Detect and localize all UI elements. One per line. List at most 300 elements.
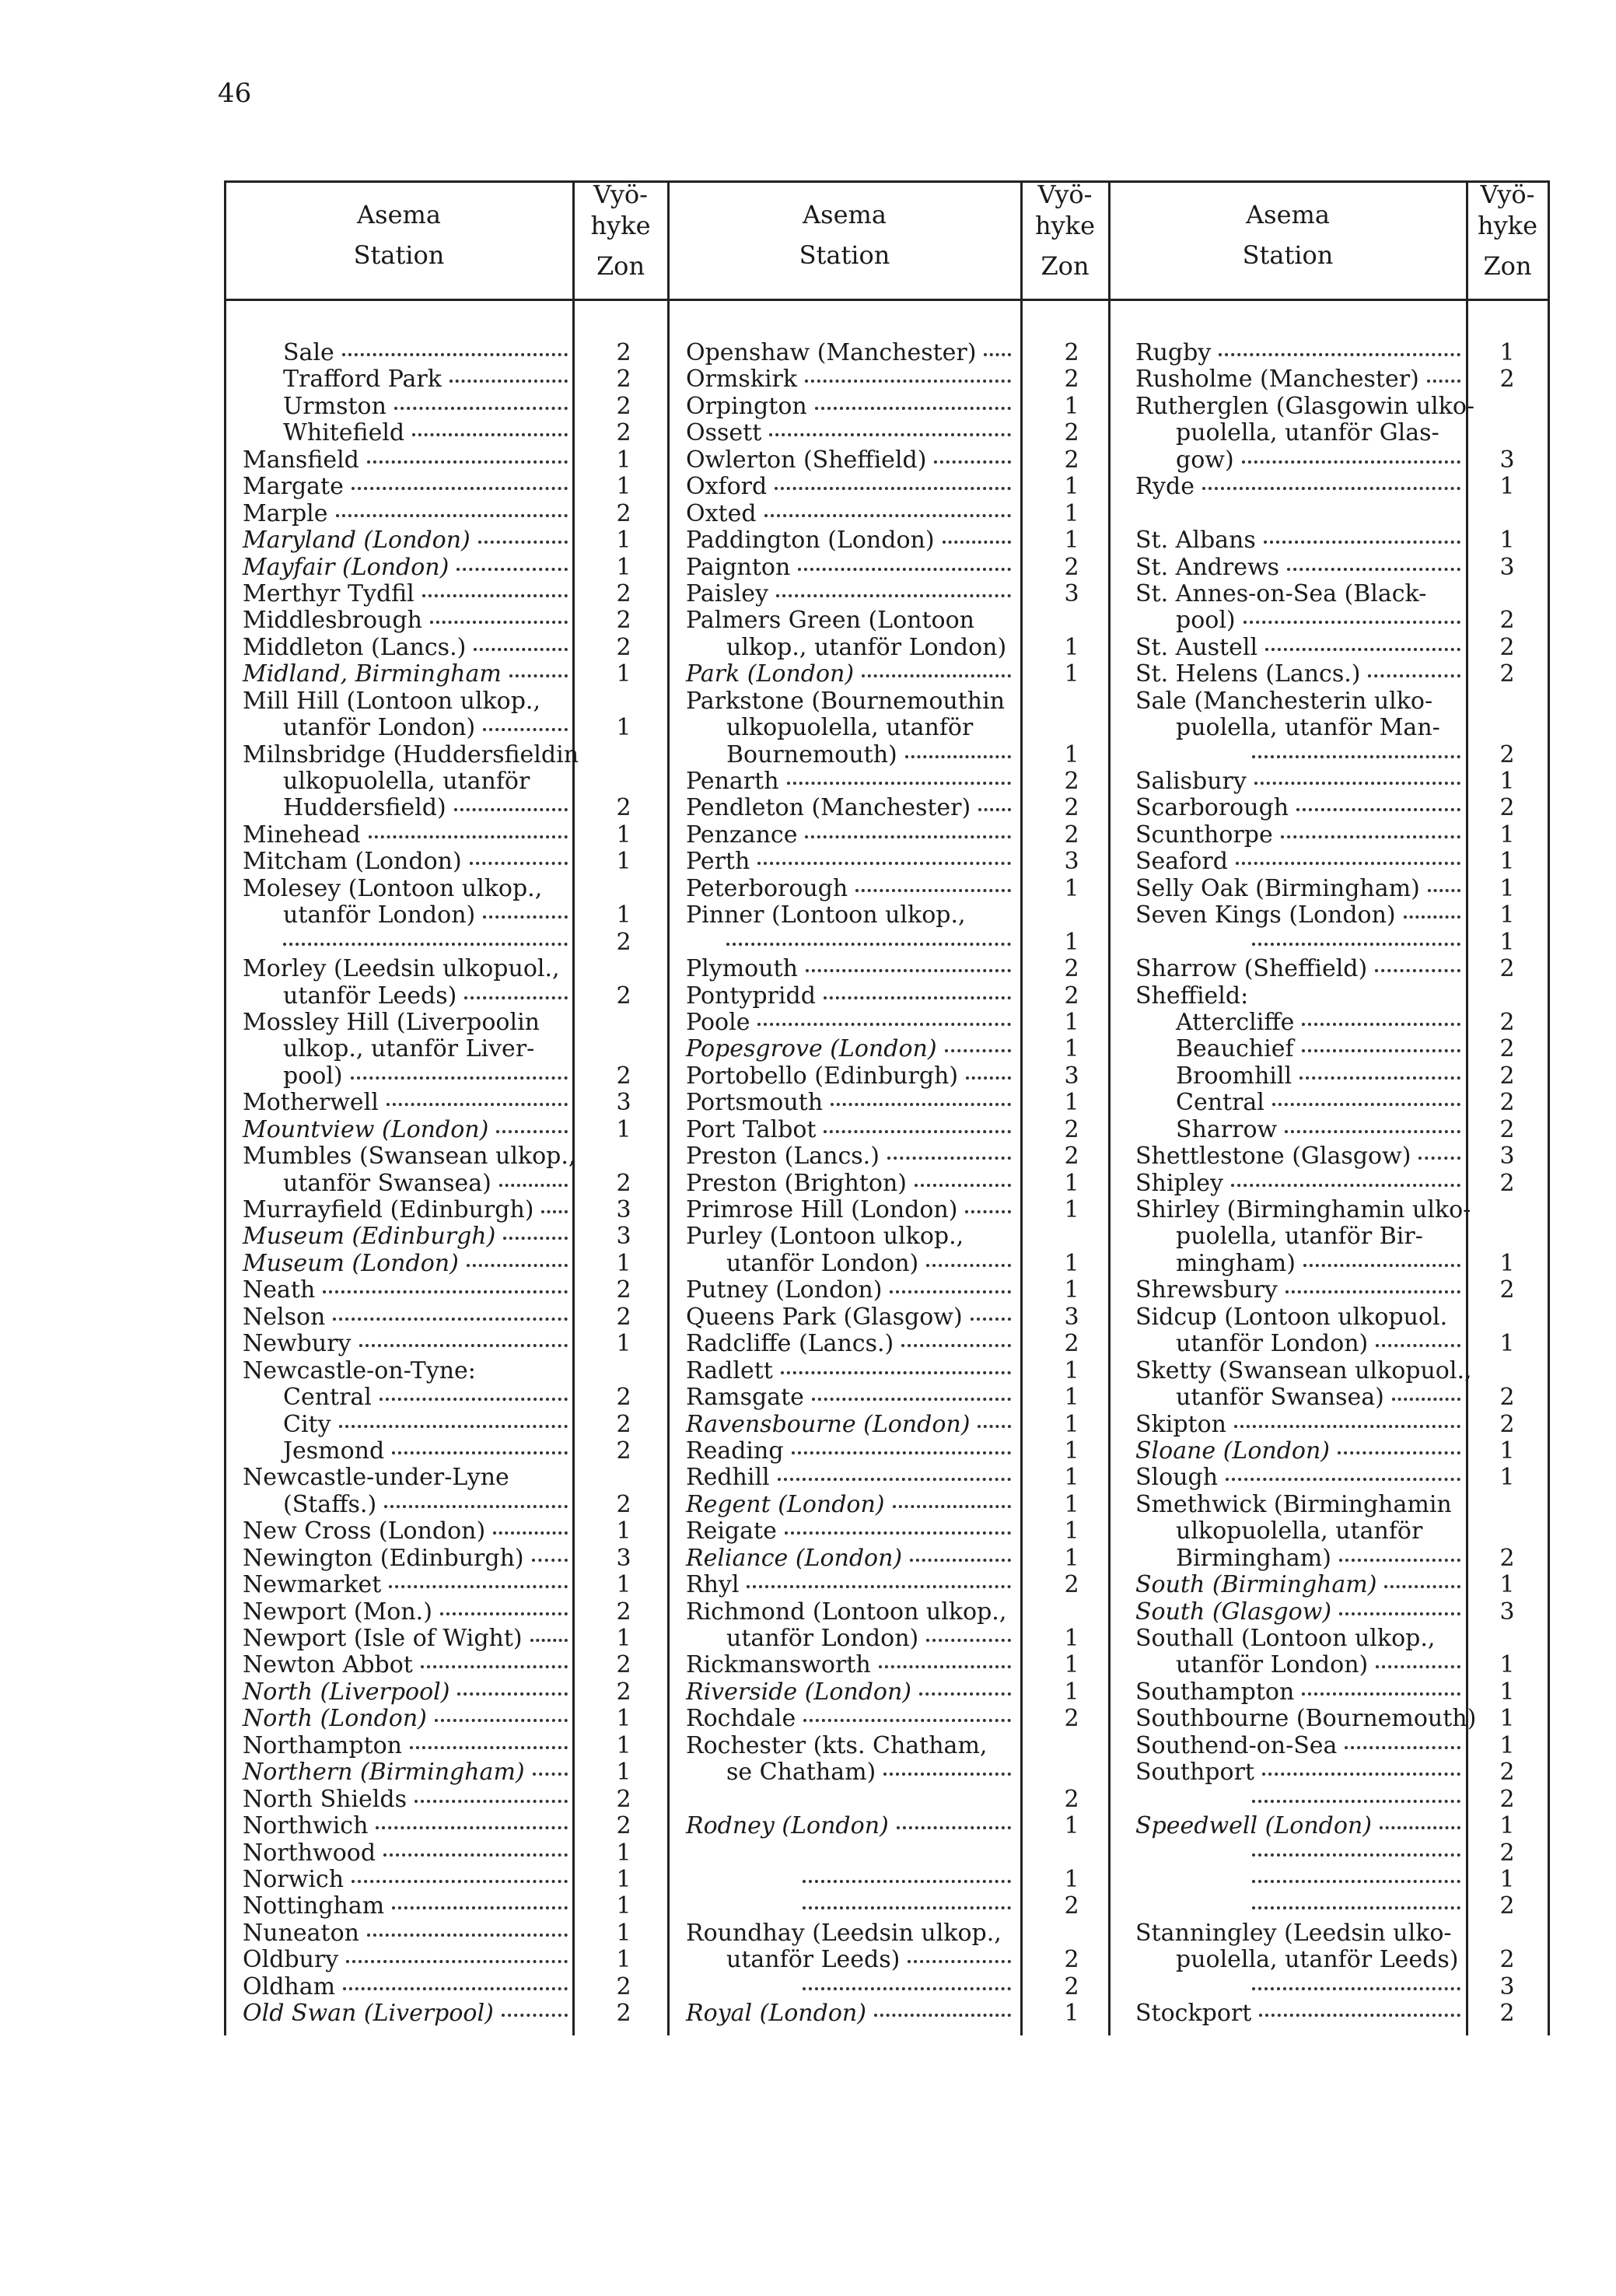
zone-number: 2	[1499, 1115, 1515, 1143]
station-name: Rusholme (Manchester)	[1135, 366, 1419, 394]
zone-number: 1	[616, 527, 631, 555]
header-zone-fi-1: Vyö-	[1480, 180, 1535, 209]
station-name: Putney (London)	[686, 1276, 883, 1304]
zone-number: 1	[1064, 1089, 1079, 1117]
station-name: Milnsbridge (Huddersfieldin	[243, 740, 579, 768]
zone-number: 2	[1499, 740, 1515, 768]
zone-number: 2	[1499, 1892, 1515, 1920]
zone-number: 1	[616, 1839, 631, 1867]
zone-number: 1	[1499, 928, 1515, 956]
station-name: Regent (London)	[686, 1490, 885, 1518]
zone-number: 2	[616, 1785, 631, 1813]
station-name: Ramsgate	[686, 1384, 804, 1412]
zone-number: 1	[1064, 1384, 1079, 1412]
station-name: Oxford	[686, 473, 768, 501]
zone-number: 2	[1064, 1330, 1079, 1358]
station-name: Oldham	[243, 1972, 336, 2000]
station-name: Shrewsbury	[1135, 1276, 1278, 1304]
station-name: Motherwell	[243, 1089, 379, 1117]
station-name: Shirley (Birminghamin ulko-	[1135, 1196, 1471, 1223]
station-name: Mill Hill (Lontoon ulkop.,	[243, 687, 540, 715]
station-name: puolella, utanför Man-	[1176, 714, 1440, 742]
station-name: Stanningley (Leedsin ulko-	[1135, 1919, 1452, 1947]
zone-number: 2	[616, 1169, 631, 1197]
station-name: puolella, utanför Leeds)	[1176, 1946, 1459, 1974]
station-name: City	[283, 1410, 331, 1438]
zone-number: 1	[616, 1249, 631, 1277]
station-name: Beauchief	[1176, 1035, 1294, 1063]
zone-number: 1	[616, 1705, 631, 1733]
station-name: Seven Kings (London)	[1135, 901, 1396, 929]
station-row	[0, 1035, 1616, 1062]
station-name: Southall (Lontoon ulkop.,	[1135, 1625, 1436, 1652]
dot-leader	[1339, 1612, 1460, 1615]
dot-leader	[1265, 648, 1460, 651]
zone-number: 2	[616, 392, 631, 420]
station-name: Marple	[243, 499, 328, 527]
station-name: Middlesbrough	[243, 607, 422, 635]
dot-leader	[1252, 1987, 1460, 1990]
station-name: Ormskirk	[686, 366, 798, 394]
station-name: puolella, utanför Bir-	[1176, 1223, 1423, 1251]
zone-number: 2	[1499, 1169, 1515, 1197]
dot-leader	[1345, 1746, 1460, 1749]
zone-number: 1	[616, 821, 631, 849]
zone-number: 2	[1499, 1785, 1515, 1813]
zone-number: 2	[616, 1678, 631, 1706]
zone-number: 2	[1499, 1062, 1515, 1090]
station-name: pool)	[1176, 607, 1236, 635]
zone-number: 1	[616, 901, 631, 929]
station-name: Mountview (London)	[243, 1115, 489, 1143]
station-name: se Chatham)	[726, 1759, 876, 1787]
station-name: Newbury	[243, 1330, 352, 1358]
station-row	[0, 607, 1616, 633]
zone-number: 2	[616, 366, 631, 394]
dot-leader	[1338, 1451, 1460, 1454]
zone-number: 2	[616, 1651, 631, 1679]
station-name: Radcliffe (Lancs.)	[686, 1330, 894, 1358]
station-row	[0, 875, 1616, 901]
dot-leader	[1236, 862, 1460, 865]
zone-number: 2	[1064, 1143, 1079, 1171]
station-name: Mossley Hill (Liverpoolin	[243, 1008, 540, 1036]
zone-number: 1	[1499, 768, 1515, 795]
zone-number: 2	[1499, 1089, 1515, 1117]
station-row	[0, 1892, 1616, 1919]
station-name: Newington (Edinburgh)	[243, 1544, 524, 1572]
zone-number: 2	[1064, 553, 1079, 581]
zone-number: 2	[1499, 660, 1515, 688]
station-name: Smethwick (Birminghamin	[1135, 1490, 1452, 1518]
dot-leader	[1259, 2014, 1460, 2017]
zone-number: 2	[1064, 366, 1079, 394]
station-name: Margate	[243, 473, 344, 501]
dot-leader	[1376, 1665, 1460, 1668]
station-name: utanför London)	[726, 1249, 919, 1277]
station-name: Mumbles (Swansean ulkop.,	[243, 1143, 576, 1171]
station-row	[0, 500, 1616, 527]
station-name: Oldbury	[243, 1946, 339, 1974]
zone-number: 1	[1064, 1544, 1079, 1572]
station-name: Seaford	[1135, 848, 1228, 876]
header-zone-1	[574, 179, 667, 282]
zone-number: 2	[1499, 1035, 1515, 1063]
station-column-3	[0, 339, 1616, 2027]
zone-number: 1	[616, 1517, 631, 1545]
zone-number: 2	[616, 1276, 631, 1304]
zone-number: 3	[1499, 1143, 1515, 1171]
station-name: Birmingham)	[1176, 1544, 1331, 1572]
station-name: Rodney (London)	[686, 1812, 889, 1840]
dot-leader	[1375, 969, 1460, 972]
zone-number: 1	[616, 473, 631, 501]
page-number: 46	[218, 78, 252, 109]
station-name: Sloane (London)	[1135, 1437, 1331, 1465]
header-zone-3	[1467, 179, 1548, 282]
header-station-3	[1110, 194, 1466, 275]
station-row	[0, 1411, 1616, 1437]
station-name: Central	[283, 1384, 372, 1412]
station-row	[0, 1196, 1616, 1223]
station-row	[0, 1009, 1616, 1035]
station-name: Rickmansworth	[686, 1651, 871, 1679]
station-name: Poole	[686, 1008, 750, 1036]
zone-number: 1	[1499, 1330, 1515, 1358]
dot-leader	[1428, 889, 1460, 892]
zone-number: 3	[1064, 579, 1079, 607]
header-station-sv: Station	[799, 240, 890, 270]
station-name: Openshaw (Manchester)	[686, 339, 977, 366]
zone-number: 2	[616, 1490, 631, 1518]
dot-leader	[1392, 1398, 1460, 1401]
station-name: Sketty (Swansean ulkopuol.,	[1135, 1356, 1472, 1384]
station-name: Palmers Green (Lontoon	[686, 607, 974, 635]
station-row	[0, 473, 1616, 499]
station-name: New Cross (London)	[243, 1517, 486, 1545]
zone-number: 1	[1064, 1035, 1079, 1063]
zone-number: 1	[1499, 874, 1515, 902]
zone-number: 1	[1499, 1571, 1515, 1599]
zone-number: 1	[1064, 1356, 1079, 1384]
station-name: utanför Swansea)	[1176, 1384, 1384, 1412]
dot-leader	[1287, 568, 1460, 571]
station-name: Murrayfield (Edinburgh)	[243, 1196, 534, 1223]
header-zone-fi-2: hyke	[1034, 211, 1095, 240]
zone-number: 3	[1499, 446, 1515, 474]
zone-number: 1	[1499, 901, 1515, 929]
station-name: Northampton	[243, 1731, 403, 1759]
station-row	[0, 1839, 1616, 1866]
zone-number: 2	[1064, 1705, 1079, 1733]
zone-number: 2	[1499, 1384, 1515, 1412]
zone-number: 2	[1064, 1571, 1079, 1599]
station-name: gow)	[1176, 446, 1234, 474]
dot-leader	[1272, 1103, 1460, 1106]
dot-leader	[1252, 1880, 1460, 1883]
dot-leader	[1252, 1853, 1460, 1857]
station-name: Pinner (Lontoon ulkop.,	[686, 901, 966, 929]
zone-number: 1	[616, 1919, 631, 1947]
zone-number: 2	[1499, 633, 1515, 661]
zone-number: 2	[1064, 794, 1079, 822]
zone-number: 2	[1064, 339, 1079, 366]
station-name: Central	[1176, 1089, 1264, 1117]
station-name: Newmarket	[243, 1571, 382, 1599]
station-name: Port Talbot	[686, 1115, 817, 1143]
station-name: Sale	[283, 339, 334, 366]
station-name: Newcastle-on-Tyne:	[243, 1356, 476, 1384]
station-name: Paisley	[686, 579, 769, 607]
zone-number: 3	[616, 1544, 631, 1572]
station-row	[0, 660, 1616, 687]
station-name: Plymouth	[686, 955, 798, 983]
station-name: Orpington	[686, 392, 807, 420]
zone-number: 1	[1064, 1517, 1079, 1545]
zone-number: 3	[616, 1089, 631, 1117]
dot-leader	[1252, 943, 1460, 946]
dot-leader	[1231, 1184, 1460, 1187]
zone-number: 1	[616, 1865, 631, 1893]
station-row	[0, 901, 1616, 928]
zone-number: 2	[1064, 1115, 1079, 1143]
station-name: utanför London)	[283, 714, 476, 742]
station-name: Newcastle-under-Lyne	[243, 1464, 509, 1492]
zone-number: 3	[1499, 1598, 1515, 1626]
dot-leader	[1380, 1826, 1460, 1829]
zone-number: 1	[616, 1759, 631, 1787]
station-name: Southport	[1135, 1759, 1254, 1787]
zone-number: 2	[1499, 1839, 1515, 1867]
zone-number: 1	[616, 1330, 631, 1358]
station-name: pool)	[283, 1062, 343, 1090]
dot-leader	[1252, 1906, 1460, 1909]
zone-number: 3	[1064, 848, 1079, 876]
header-station-fi: Asema	[803, 200, 887, 229]
station-name: Midland, Birmingham	[243, 660, 502, 688]
station-name: Popesgrove (London)	[686, 1035, 937, 1063]
station-name: ulkopuolella, utanför	[283, 768, 530, 795]
station-name: Southampton	[1135, 1678, 1295, 1706]
station-name: utanför Leeds)	[283, 982, 457, 1010]
header-station-2	[669, 194, 1020, 275]
station-name: Reading	[686, 1437, 784, 1465]
station-row	[0, 419, 1616, 446]
station-name: Redhill	[686, 1464, 770, 1492]
zone-number: 1	[1064, 1464, 1079, 1492]
station-row	[0, 339, 1616, 366]
zone-number: 2	[1064, 446, 1079, 474]
zone-number: 3	[616, 1196, 631, 1223]
station-name: Rochdale	[686, 1705, 796, 1733]
zone-number: 2	[616, 339, 631, 366]
zone-number: 2	[616, 1384, 631, 1412]
dot-leader	[1281, 835, 1460, 838]
zone-number: 2	[1499, 2000, 1515, 2028]
zone-number: 1	[1064, 928, 1079, 956]
station-name: Northwich	[243, 1812, 369, 1840]
station-row	[0, 1732, 1616, 1759]
station-name: Radlett	[686, 1356, 773, 1384]
header-zone-2	[1022, 179, 1108, 282]
header-zone-fi-2: hyke	[590, 211, 651, 240]
zone-number: 1	[1064, 1276, 1079, 1304]
station-row	[0, 1812, 1616, 1839]
station-name: utanför Swansea)	[283, 1169, 491, 1197]
zone-number: 1	[616, 1946, 631, 1974]
station-row	[0, 1276, 1616, 1303]
zone-number: 1	[1064, 1169, 1079, 1197]
station-name: Owlerton (Sheffield)	[686, 446, 927, 474]
zone-number: 2	[1064, 821, 1079, 849]
station-row	[0, 1946, 1616, 1972]
station-name: Primrose Hill (London)	[686, 1196, 958, 1223]
dot-leader	[1302, 1023, 1460, 1026]
zone-number: 2	[616, 607, 631, 635]
station-name: Rochester (kts. Chatham,	[686, 1731, 988, 1759]
zone-number: 2	[616, 982, 631, 1010]
zone-number: 2	[1499, 607, 1515, 635]
dot-leader	[1368, 674, 1460, 677]
station-name: Nelson	[243, 1303, 326, 1331]
zone-number: 1	[1064, 1196, 1079, 1223]
zone-number: 1	[616, 848, 631, 876]
zone-number: 2	[1064, 419, 1079, 447]
station-name: Northern (Birmingham)	[243, 1759, 525, 1787]
station-name: Reigate	[686, 1517, 777, 1545]
station-name: Neath	[243, 1276, 316, 1304]
zone-number: 1	[1499, 339, 1515, 366]
station-name: Stockport	[1135, 2000, 1252, 2028]
station-name: Northwood	[243, 1839, 376, 1867]
station-name: Sharrow (Sheffield)	[1135, 955, 1368, 983]
station-name: Sale (Manchesterin ulko-	[1135, 687, 1433, 715]
zone-number: 2	[616, 1062, 631, 1090]
zone-number: 1	[1064, 1625, 1079, 1652]
zone-number: 2	[1064, 1946, 1079, 1974]
station-name: South (Birmingham)	[1135, 1571, 1377, 1599]
zone-number: 2	[1499, 1276, 1515, 1304]
station-name: Mayfair (London)	[243, 553, 449, 581]
zone-number: 1	[1499, 527, 1515, 555]
station-row	[0, 955, 1616, 982]
station-name: Penzance	[686, 821, 798, 849]
station-row	[0, 1759, 1616, 1785]
zone-number: 2	[616, 928, 631, 956]
station-name: Whitefield	[283, 419, 405, 447]
zone-number: 1	[1064, 1249, 1079, 1277]
zone-number: 1	[1499, 1812, 1515, 1840]
zone-number: 2	[1499, 1410, 1515, 1438]
station-row	[0, 821, 1616, 848]
station-name: St. Annes-on-Sea (Black-	[1135, 579, 1427, 607]
station-name: Riverside (London)	[686, 1678, 912, 1706]
dot-leader	[1262, 1773, 1460, 1776]
station-name: utanför London)	[726, 1625, 919, 1652]
station-row	[0, 741, 1616, 768]
zone-number: 1	[616, 1625, 631, 1652]
header-station-sv: Station	[1242, 240, 1334, 270]
station-name: Parkstone (Bournemouthin	[686, 687, 1006, 715]
station-name: Shipley	[1135, 1169, 1223, 1197]
station-name: Nuneaton	[243, 1919, 359, 1947]
dot-leader	[1418, 1157, 1460, 1160]
station-name: utanför London)	[1176, 1651, 1369, 1679]
header-zone-sv: Zon	[1483, 251, 1532, 281]
dot-leader	[1219, 353, 1460, 356]
station-name: Scunthorpe	[1135, 821, 1273, 849]
station-name: utanför London)	[1176, 1330, 1369, 1358]
zone-number: 2	[616, 1972, 631, 2000]
zone-number: 2	[616, 1303, 631, 1331]
dot-leader	[1242, 460, 1460, 464]
station-row	[0, 1786, 1616, 1812]
station-name: Park (London)	[686, 660, 855, 688]
station-row	[0, 1437, 1616, 1464]
zone-number: 3	[1064, 1303, 1079, 1331]
station-name: Sheffield:	[1135, 982, 1249, 1010]
station-row	[0, 714, 1616, 740]
station-name: Ravensbourne (London)	[686, 1410, 971, 1438]
station-name: Old Swan (Liverpool)	[243, 2000, 494, 2028]
station-row	[0, 1491, 1616, 1517]
dot-leader	[1303, 1264, 1460, 1267]
station-name: Broomhill	[1176, 1062, 1292, 1090]
station-name: Morley (Leedsin ulkopuol.,	[243, 955, 560, 983]
station-row	[0, 688, 1616, 714]
station-name: Merthyr Tydfil	[243, 579, 414, 607]
zone-number: 2	[616, 1437, 631, 1465]
zone-number: 1	[616, 1571, 631, 1599]
station-name: Jesmond	[283, 1437, 385, 1465]
dot-leader	[1339, 1559, 1460, 1562]
zone-number: 2	[1499, 1759, 1515, 1787]
zone-number: 3	[616, 1223, 631, 1251]
zone-number: 1	[1064, 392, 1079, 420]
zone-number: 1	[1499, 1249, 1515, 1277]
station-row	[0, 446, 1616, 473]
station-name: ulkopuolella, utanför	[726, 714, 974, 742]
station-name: Trafford Park	[283, 366, 442, 394]
station-row	[0, 1223, 1616, 1249]
station-name: Attercliffe	[1176, 1008, 1295, 1036]
zone-number: 2	[1499, 366, 1515, 394]
dot-leader	[1202, 487, 1460, 490]
station-row	[0, 848, 1616, 874]
header-station-fi: Asema	[1246, 200, 1330, 229]
station-row	[0, 794, 1616, 821]
station-name: Norwich	[243, 1865, 345, 1893]
zone-number: 1	[616, 553, 631, 581]
station-row	[0, 1571, 1616, 1598]
station-name: Royal (London)	[686, 2000, 866, 2028]
station-name: Molesey (Lontoon ulkop.,	[243, 874, 543, 902]
zone-number: 3	[1499, 553, 1515, 581]
station-row	[0, 982, 1616, 1009]
station-name: Huddersfield)	[283, 794, 446, 822]
station-name: North (Liverpool)	[243, 1678, 450, 1706]
station-name: Southend-on-Sea	[1135, 1731, 1338, 1759]
zone-number: 2	[1064, 1892, 1079, 1920]
zone-number: 2	[1499, 794, 1515, 822]
zone-number: 1	[1064, 633, 1079, 661]
dot-leader	[1254, 782, 1460, 785]
station-row	[0, 1920, 1616, 1946]
zone-number: 1	[1499, 1464, 1515, 1492]
station-name: South (Glasgow)	[1135, 1598, 1332, 1626]
station-name: Minehead	[243, 821, 361, 849]
station-row	[0, 1357, 1616, 1384]
